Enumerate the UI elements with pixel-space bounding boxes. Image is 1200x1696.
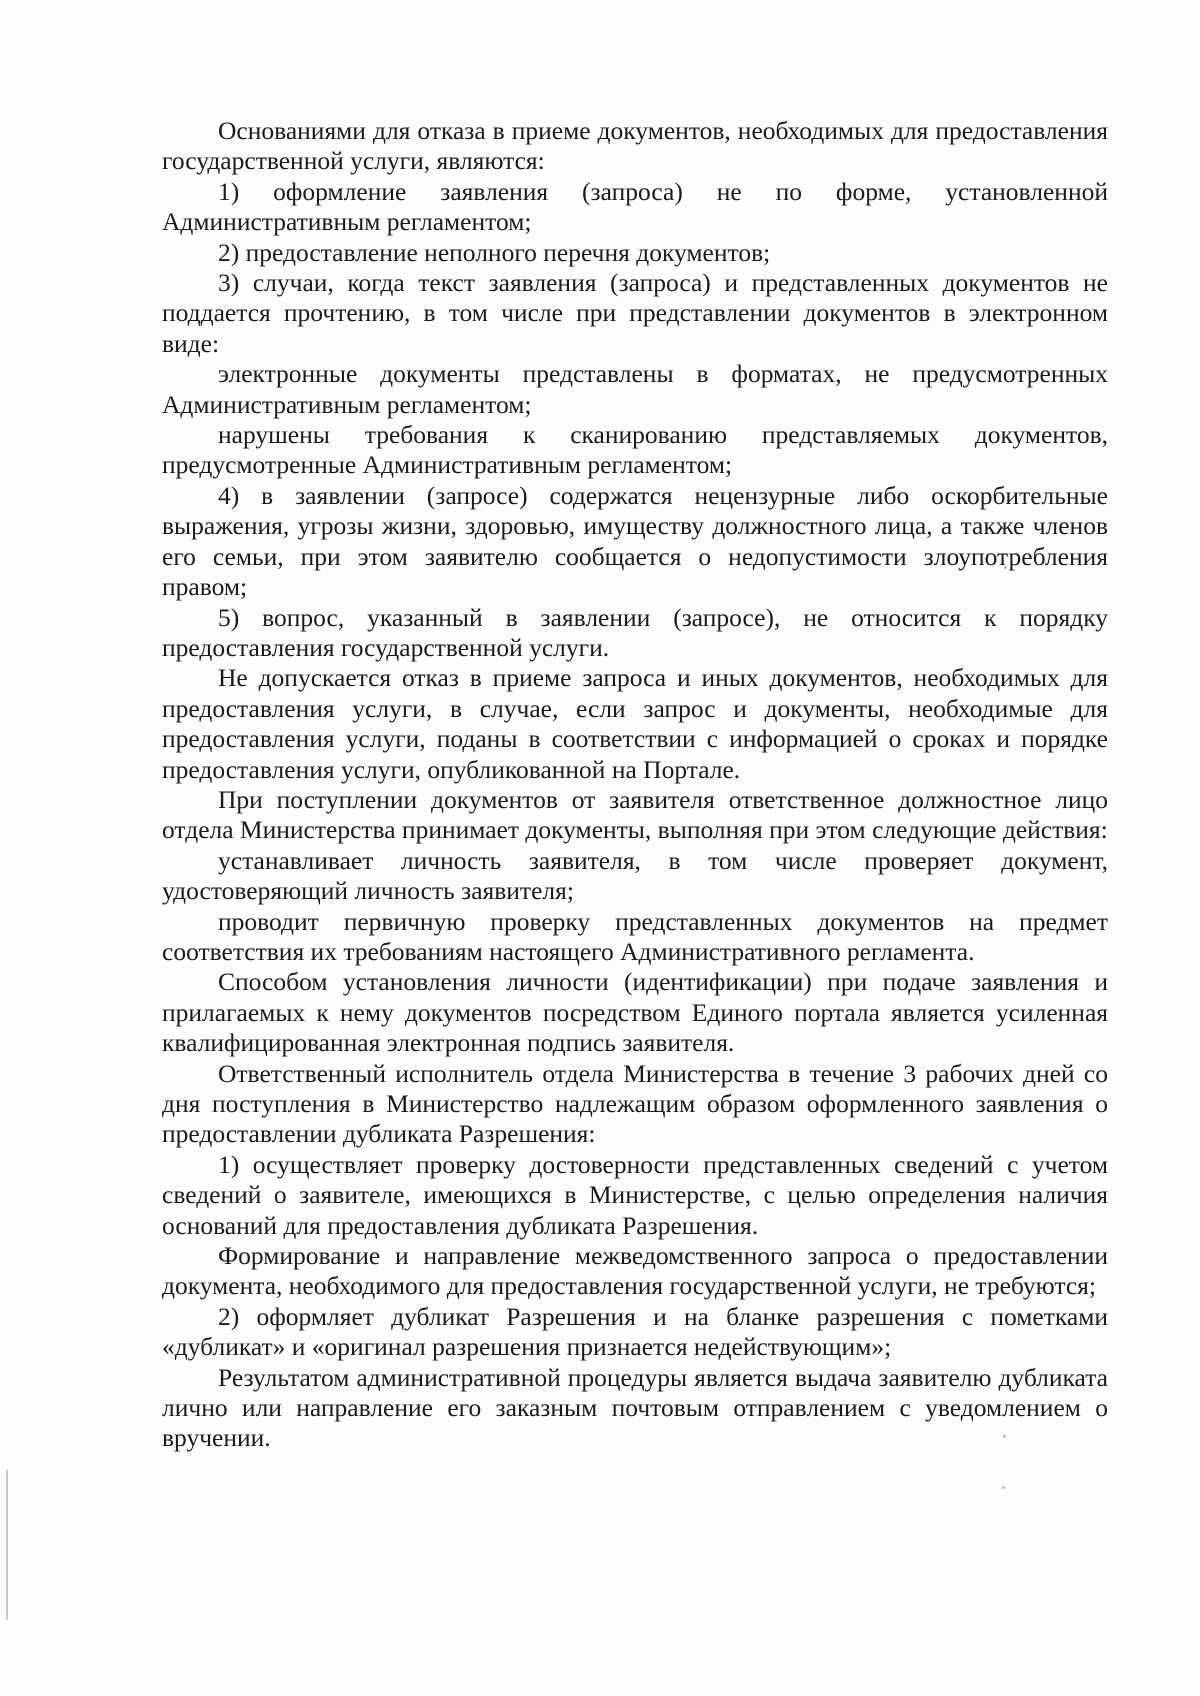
scan-margin-mark <box>6 1470 8 1620</box>
paragraph: 2) оформляет дубликат Разрешения и на бланке разрешения с пометками «дубликат» и «оригинал разрешения признается недействующим»; <box>162 1301 1108 1362</box>
paragraph: Основаниями для отказа в приеме документов, необходимых для предоставления государственной услуги, являются: <box>162 116 1108 176</box>
paragraph: 5) вопрос, указанный в заявлении (запросе), не относится к порядку предоставления государственной услуги. <box>162 602 1108 662</box>
document-body <box>162 116 1108 1454</box>
paragraph: Не допускается отказ в приеме запроса и иных документов, необходимых для предоставления услуги, в случае, если запрос и документы, необходимые для предоставления услуги, поданы в соответствии с информацией о сроках и порядке предоставления услуги, опубликованной на Портале. <box>162 663 1108 784</box>
paragraph: 1) оформление заявления (запроса) не по форме, установленной Административным регламентом; <box>162 176 1108 237</box>
paragraph: устанавливает личность заявителя, в том числе проверяет документ, удостоверяющий личность заявителя; <box>162 845 1108 906</box>
paragraph: 1) осуществляет проверку достоверности представленных сведений с учетом сведений о заявителе, имеющихся в Министерстве, с целью определения наличия оснований для предоставления дубликата Разрешения. <box>162 1149 1108 1240</box>
paragraph: электронные документы представлены в форматах, не предусмотренных Административным регламентом; <box>162 359 1108 419</box>
paragraph: Формирование и направление межведомственного запроса о предоставлении документа, необходимого для предоставления государственной услуги, не требуются; <box>162 1241 1108 1301</box>
paragraph: Ответственный исполнитель отдела Министерства в течение 3 рабочих дней со дня поступления в Министерство надлежащим образом оформленного заявления о предоставлении дубликата Разрешения: <box>162 1058 1108 1149</box>
paragraph: Результатом административной процедуры является выдача заявителю дубликата лично или направление его заказным почтовым отправлением с уведомлением о вручении. <box>162 1362 1108 1453</box>
paragraph: проводит первичную проверку представленных документов на предмет соответствия их требованиям настоящего Административного регламента. <box>162 906 1108 966</box>
paragraph: 2) предоставление неполного перечня документов; <box>218 237 771 267</box>
paragraph: При поступлении документов от заявителя ответственное должностное лицо отдела Министерства принимает документы, выполняя при этом следующие действия: <box>162 784 1108 845</box>
scan-speck <box>1002 1486 1005 1489</box>
paragraph: 3) случаи, когда текст заявления (запроса) и представленных документов не поддается прочтению, в том числе при представлении документов в электронном виде: <box>162 268 1108 358</box>
paragraph: 4) в заявлении (запросе) содержатся нецензурные либо оскорбительные выражения, угрозы жизни, здоровью, имуществу должностного лица, а также членов его семьи, при этом заявителю сообщается о недопустимости злоупотребления правом; <box>162 480 1108 602</box>
paragraph: Способом установления личности (идентификации) при подаче заявления и прилагаемых к нему документов посредством Единого портала является усиленная квалифицированная электронная подпись заявителя. <box>162 967 1108 1058</box>
paragraph: нарушены требования к сканированию представляемых документов, предусмотренные Административным регламентом; <box>162 420 1108 480</box>
